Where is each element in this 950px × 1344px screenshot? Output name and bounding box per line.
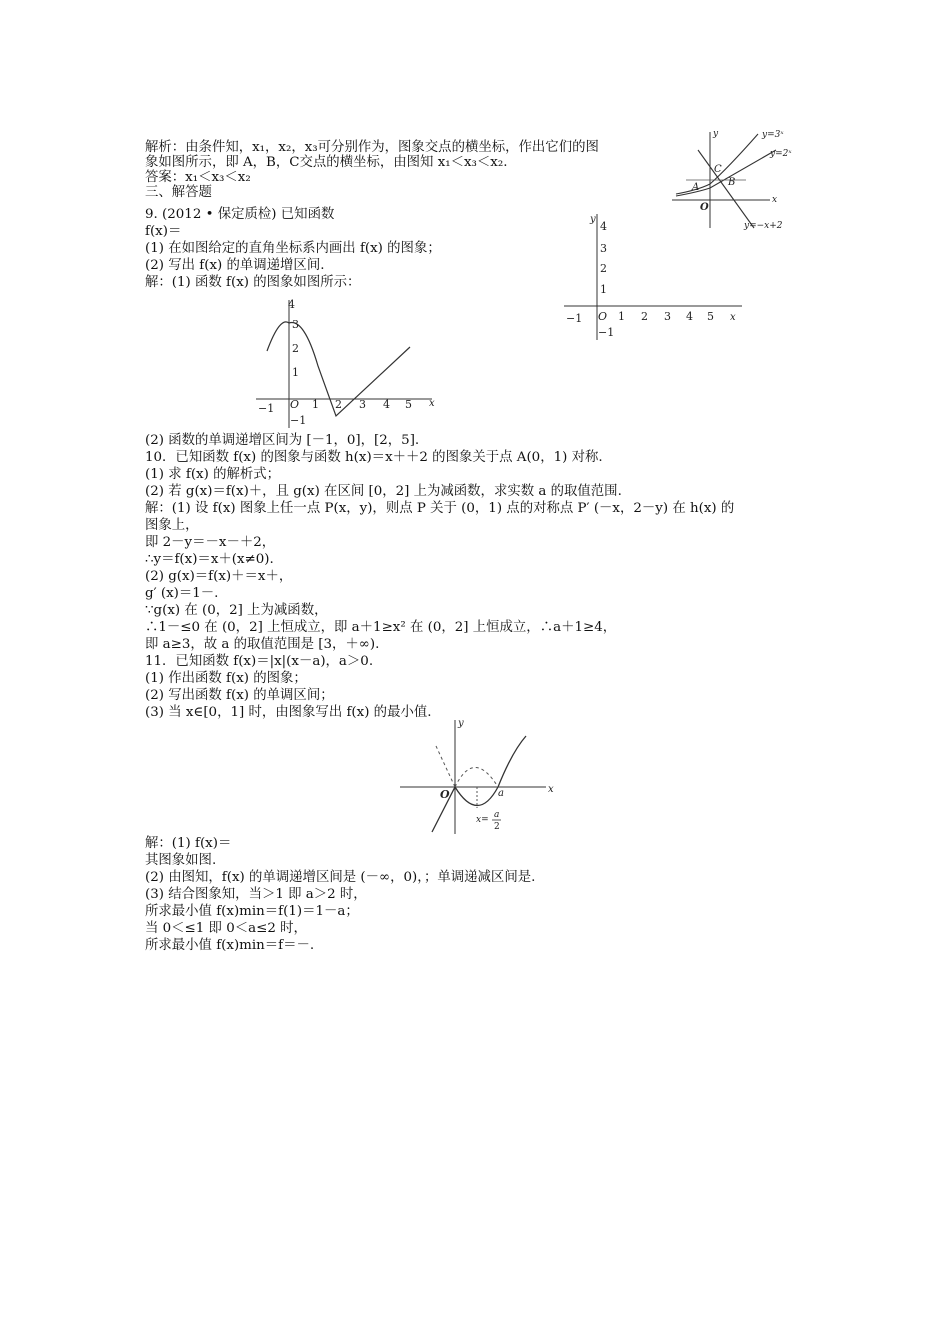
line-6: (1) 在如图给定的直角坐标系内画出 f(x) 的图象； <box>145 241 441 256</box>
line-21: 即 a≥3，故 a 的取值范围是 [3，＋∞). <box>145 637 380 652</box>
line-15: 即 2－y＝－x－＋2， <box>145 535 276 550</box>
line-10: 10．已知函数 f(x) 的图象与函数 h(x)＝x＋＋2 的图象关于点 A(0，1) 对称. <box>145 450 603 465</box>
line-1: 象如图所示，即 A，B，C交点的横坐标，由图知 x₁＜x₃＜x₂. <box>145 155 508 170</box>
line-4: 9. (2012 • 保定质检) 已知函数 <box>145 207 335 222</box>
fig1-label-a: A <box>692 182 700 193</box>
fig1-label-y: y <box>713 129 719 139</box>
fig2-axis-y: y <box>590 214 596 225</box>
line-0: 解析：由条件知，x₁，x₂，x₃可分别作为，图象交点的横坐标，作出它们的图 <box>145 140 599 155</box>
fig4-label-frac-num: a <box>494 810 500 820</box>
fig3-origin: O <box>290 398 300 411</box>
fig2-tick-y-4: 4 <box>600 220 607 233</box>
fig1-label-c: C <box>714 164 722 175</box>
line-8: 解：(1) 函数 f(x) 的图象如图所示： <box>145 275 361 290</box>
fig4-axis-x: x <box>548 784 554 795</box>
fig2-tick-x-3: 3 <box>664 310 671 323</box>
fig4-origin: O <box>440 788 450 801</box>
figure-empty-axes <box>560 210 750 345</box>
line-11: (1) 求 f(x) 的解析式； <box>145 467 281 482</box>
line-9: (2) 函数的单调递增区间为 [－1，0]，[2，5]. <box>145 433 420 448</box>
line-31: 当 0＜≤1 即 0＜a≤2 时， <box>145 921 307 936</box>
line-16: ∴y＝f(x)＝x＋(x≠0). <box>145 552 274 567</box>
figure-2-svg <box>560 210 750 345</box>
fig3-tick-y-neg1: −1 <box>290 414 307 427</box>
fig4-label-frac-den: 2 <box>494 822 500 832</box>
fig3-tick-x-5: 5 <box>405 398 412 411</box>
line-29: (3) 结合图象知，当＞1 即 a＞2 时， <box>145 887 367 902</box>
fig3-tick-x-1: 1 <box>312 398 319 411</box>
line-12: (2) 若 g(x)＝f(x)＋，且 g(x) 在区间 [0，2] 上为减函数，求实数 a 的取值范围. <box>145 484 622 499</box>
fig2-tick-y-2: 2 <box>600 262 607 275</box>
line-14: 图象上， <box>145 518 199 533</box>
fig3-tick-y-1: 1 <box>292 366 299 379</box>
fig2-tick-x-4: 4 <box>686 310 693 323</box>
line-7: (2) 写出 f(x) 的单调递增区间. <box>145 258 325 273</box>
fig2-tick-x-neg1: −1 <box>566 312 583 325</box>
fig2-tick-y-neg1: −1 <box>598 326 615 339</box>
line-13: 解：(1) 设 f(x) 图象上任一点 P(x，y)，则点 P 关于 (0，1) 点的对称点 P′ (－x，2－y) 在 h(x) 的 <box>145 501 735 516</box>
figure-3-svg <box>252 296 447 432</box>
fig3-tick-y-4: 4 <box>288 298 295 311</box>
line-22: 11．已知函数 f(x)＝|x|(x－a)，a＞0. <box>145 654 374 669</box>
fig2-tick-y-1: 1 <box>600 283 607 296</box>
fig3-tick-y-2: 2 <box>292 342 299 355</box>
fig1-label-line: y=−x+2 <box>744 221 783 231</box>
fig3-tick-x-2: 2 <box>335 398 342 411</box>
line-23: (1) 作出函数 f(x) 的图象； <box>145 671 307 686</box>
line-20: ∴1－≤0 在 (0，2] 上恒成立，即 a＋1≥x² 在 (0，2] 上恒成立，∴a＋1≥4， <box>145 620 617 635</box>
line-24: (2) 写出函数 f(x) 的单调区间； <box>145 688 334 703</box>
fig1-label-x: x <box>772 195 778 205</box>
fig4-label-a: a <box>498 788 504 799</box>
line-17: (2) g(x)＝f(x)＋＝x＋， <box>145 569 293 584</box>
fig2-origin: O <box>598 310 608 323</box>
line-19: ∵g(x) 在 (0，2] 上为减函数， <box>145 603 328 618</box>
figure-abs-function <box>398 716 560 836</box>
figure-function-graph <box>252 296 447 432</box>
fig3-tick-x-4: 4 <box>383 398 390 411</box>
fig4-axis-y: y <box>458 718 464 729</box>
fig1-label-y2x: y=2ˣ <box>770 149 792 159</box>
line-5: f(x)＝ <box>145 224 182 239</box>
line-32: 所求最小值 f(x)min＝f＝－. <box>145 938 315 953</box>
fig2-tick-x-1: 1 <box>618 310 625 323</box>
line-30: 所求最小值 f(x)min＝f(1)＝1－a； <box>145 904 359 919</box>
fig2-tick-x-2: 2 <box>641 310 648 323</box>
fig4-label-x-eq: x= <box>476 815 489 825</box>
line-27: 其图象如图. <box>145 853 217 868</box>
line-18: g′ (x)＝1－. <box>145 586 219 601</box>
fig3-tick-x-neg1: −1 <box>258 402 275 415</box>
fig3-axis-x: x <box>429 398 435 409</box>
fig1-label-o: O <box>700 202 709 213</box>
line-26: 解：(1) f(x)＝ <box>145 836 232 851</box>
line-3: 三、解答题 <box>145 185 212 200</box>
fig1-label-y3x: y=3ˣ <box>762 130 784 140</box>
fig3-tick-x-3: 3 <box>359 398 366 411</box>
line-2: 答案：x₁＜x₃＜x₂ <box>145 170 251 185</box>
line-25: (3) 当 x∈[0，1] 时，由图象写出 f(x) 的最小值. <box>145 705 432 720</box>
line-28: (2) 由图知，f(x) 的单调递增区间是 (－∞，0)，；单调递减区间是. <box>145 870 536 885</box>
fig3-tick-y-3: 3 <box>292 318 299 331</box>
figure-4-svg <box>398 716 560 836</box>
fig2-tick-x-5: 5 <box>707 310 714 323</box>
fig1-label-b: B <box>728 177 736 188</box>
fig2-axis-x: x <box>730 312 736 323</box>
fig2-tick-y-3: 3 <box>600 242 607 255</box>
